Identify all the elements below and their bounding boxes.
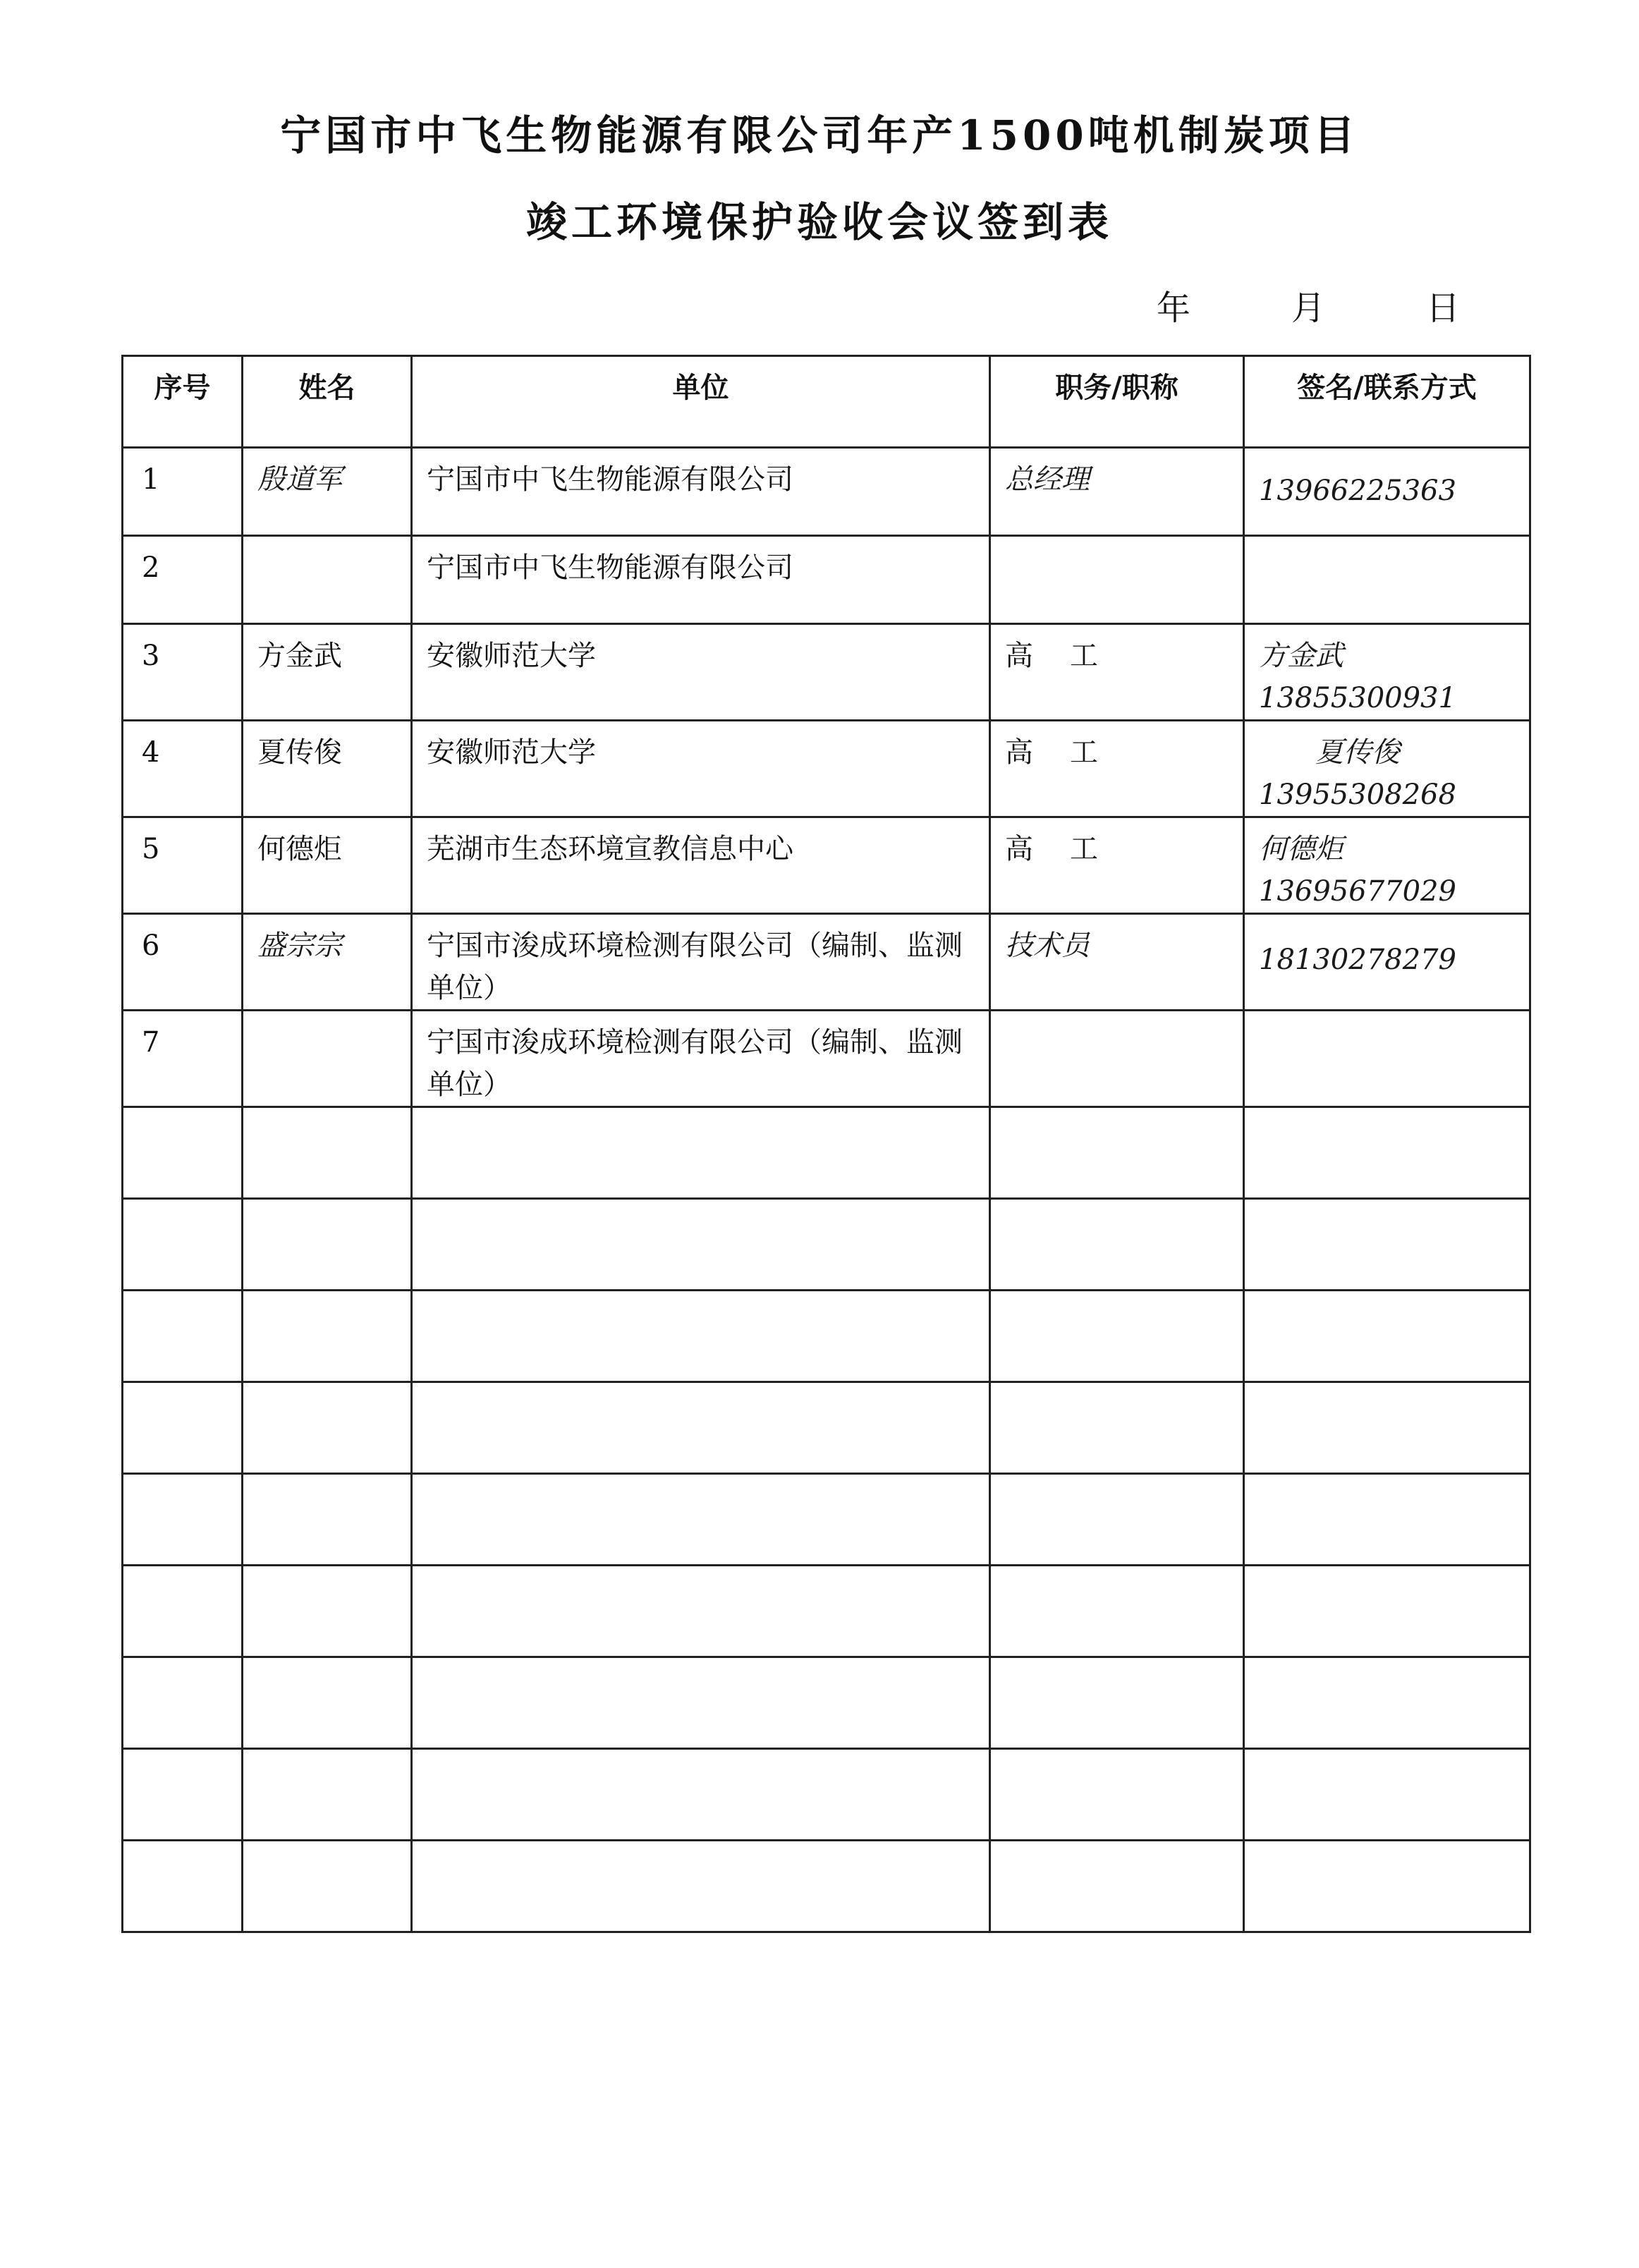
row-signature: 夏传俊	[1315, 736, 1400, 769]
table-row	[123, 817, 1530, 914]
empty-cell	[1244, 1382, 1530, 1474]
empty-cell	[412, 1291, 990, 1382]
empty-cell	[990, 1749, 1244, 1841]
row-name	[243, 1011, 412, 1107]
table-header-row	[123, 356, 1530, 448]
empty-cell	[243, 1474, 412, 1566]
row-contact: 13695677029	[1259, 875, 1456, 908]
header-name: 姓名	[243, 356, 412, 448]
row-contact	[1244, 1011, 1530, 1107]
empty-cell	[1244, 1474, 1530, 1566]
empty-cell	[990, 1841, 1244, 1932]
empty-cell	[1244, 1841, 1530, 1932]
empty-cell	[123, 1291, 243, 1382]
row-position	[990, 536, 1244, 624]
row-contact: 13966225363	[1244, 448, 1530, 536]
empty-cell	[1244, 1107, 1530, 1199]
row-signature-contact	[1244, 817, 1530, 914]
row-position: 总经理	[990, 448, 1244, 536]
empty-cell	[990, 1291, 1244, 1382]
header-position: 职务/职称	[990, 356, 1244, 448]
empty-cell	[243, 1566, 412, 1657]
empty-cell	[412, 1657, 990, 1749]
row-unit: 宁国市浚成环境检测有限公司（编制、监测单位）	[412, 914, 990, 1011]
row-name	[243, 536, 412, 624]
sign-in-table	[121, 355, 1531, 1933]
table-row	[123, 914, 1530, 1011]
row-seq: 1	[123, 448, 243, 536]
empty-cell	[1244, 1566, 1530, 1657]
row-unit: 安徽师范大学	[412, 624, 990, 721]
empty-cell	[412, 1199, 990, 1291]
empty-cell	[123, 1199, 243, 1291]
row-name: 何德炬	[243, 817, 412, 914]
date-month: 月	[1291, 288, 1325, 328]
empty-cell	[243, 1749, 412, 1841]
empty-cell	[1244, 1749, 1530, 1841]
row-name: 夏传俊	[243, 721, 412, 817]
empty-cell	[412, 1841, 990, 1932]
row-position: 高工	[990, 817, 1244, 914]
empty-cell	[243, 1291, 412, 1382]
empty-cell	[1244, 1291, 1530, 1382]
empty-cell	[123, 1107, 243, 1199]
empty-cell	[243, 1107, 412, 1199]
row-seq: 7	[123, 1011, 243, 1107]
empty-cell	[412, 1749, 990, 1841]
document-title-line2: 竣工环境保护验收会议签到表	[525, 198, 1113, 246]
table-row	[123, 1657, 1530, 1749]
table-row	[123, 448, 1530, 536]
table-row	[123, 721, 1530, 817]
empty-cell	[243, 1841, 412, 1932]
table-row	[123, 624, 1530, 721]
empty-cell	[412, 1566, 990, 1657]
empty-cell	[1244, 1199, 1530, 1291]
empty-cell	[990, 1566, 1244, 1657]
row-signature: 方金武	[1259, 640, 1344, 672]
row-contact: 13855300931	[1259, 682, 1456, 714]
date-year: 年	[1157, 288, 1191, 328]
row-seq: 2	[123, 536, 243, 624]
table-row	[123, 536, 1530, 624]
table-row	[123, 1749, 1530, 1841]
row-signature-contact	[1244, 624, 1530, 721]
header-signature-contact: 签名/联系方式	[1244, 356, 1530, 448]
row-seq: 3	[123, 624, 243, 721]
row-position: 高工	[990, 624, 1244, 721]
table-row	[123, 1474, 1530, 1566]
table-row	[123, 1841, 1530, 1932]
empty-cell	[243, 1199, 412, 1291]
empty-cell	[990, 1199, 1244, 1291]
header-unit: 单位	[412, 356, 990, 448]
empty-cell	[123, 1749, 243, 1841]
empty-cell	[243, 1657, 412, 1749]
row-contact	[1244, 536, 1530, 624]
empty-cell	[990, 1107, 1244, 1199]
empty-cell	[123, 1566, 243, 1657]
table-row	[123, 1566, 1530, 1657]
header-seq: 序号	[123, 356, 243, 448]
empty-cell	[123, 1382, 243, 1474]
row-signature-contact	[1244, 721, 1530, 817]
row-seq: 5	[123, 817, 243, 914]
row-position	[990, 1011, 1244, 1107]
empty-cell	[990, 1657, 1244, 1749]
empty-cell	[990, 1474, 1244, 1566]
empty-cell	[1244, 1657, 1530, 1749]
empty-cell	[990, 1382, 1244, 1474]
row-seq: 4	[123, 721, 243, 817]
empty-cell	[123, 1657, 243, 1749]
row-signature: 何德炬	[1259, 833, 1344, 865]
row-unit: 宁国市中飞生物能源有限公司	[412, 448, 990, 536]
row-position: 高工	[990, 721, 1244, 817]
table-row	[123, 1291, 1530, 1382]
row-unit: 安徽师范大学	[412, 721, 990, 817]
document-title-line1: 宁国市中飞生物能源有限公司年产1500吨机制炭项目	[280, 111, 1359, 159]
row-unit: 芜湖市生态环境宣教信息中心	[412, 817, 990, 914]
empty-cell	[412, 1107, 990, 1199]
row-contact: 13955308268	[1259, 779, 1456, 811]
empty-cell	[243, 1382, 412, 1474]
row-name-signature: 殷道军	[243, 448, 412, 536]
row-name-signature: 盛宗宗	[243, 914, 412, 1011]
empty-cell	[412, 1382, 990, 1474]
date-line	[1157, 281, 1460, 329]
empty-cell	[412, 1474, 990, 1566]
empty-cell	[123, 1841, 243, 1932]
table-row	[123, 1107, 1530, 1199]
row-position: 技术员	[990, 914, 1244, 1011]
row-seq: 6	[123, 914, 243, 1011]
table-row	[123, 1199, 1530, 1291]
empty-cell	[123, 1474, 243, 1566]
row-name: 方金武	[243, 624, 412, 721]
table-row	[123, 1382, 1530, 1474]
date-day: 日	[1425, 288, 1460, 328]
row-contact: 18130278279	[1244, 914, 1530, 1011]
row-unit: 宁国市浚成环境检测有限公司（编制、监测单位）	[412, 1011, 990, 1107]
table-row	[123, 1011, 1530, 1107]
row-unit: 宁国市中飞生物能源有限公司	[412, 536, 990, 624]
